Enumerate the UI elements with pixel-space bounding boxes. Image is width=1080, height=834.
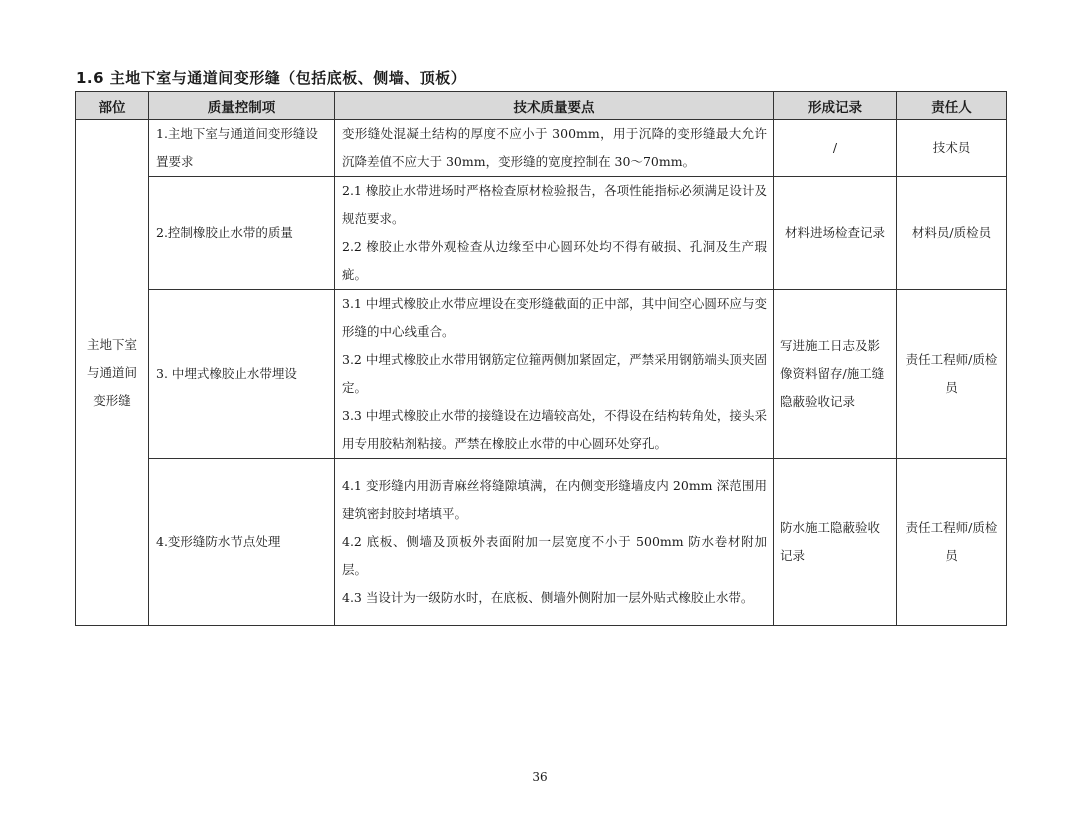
table-row xyxy=(76,120,1007,177)
page-number: 36 xyxy=(532,770,548,784)
record-cell: 材料进场检查记录 xyxy=(774,177,897,290)
header-technical-points: 技术质量要点 xyxy=(335,92,774,120)
control-item-cell: 3. 中埋式橡胶止水带埋设 xyxy=(149,290,335,459)
record-cell: 写进施工日志及影像资料留存/施工缝隐蔽验收记录 xyxy=(774,290,897,459)
responsible-cell: 责任工程师/质检员 xyxy=(897,290,1007,459)
requirement-text: 4.3 当设计为一级防水时，在底板、侧墙外侧附加一层外贴式橡胶止水带。 xyxy=(342,590,754,605)
table-row xyxy=(76,459,1007,626)
area-cell: 主地下室与通道间变形缝 xyxy=(76,120,149,626)
record-cell: / xyxy=(774,120,897,177)
requirements-cell xyxy=(335,120,774,177)
requirements-cell xyxy=(335,177,774,290)
control-item-cell: 4.变形缝防水节点处理 xyxy=(149,459,335,626)
quality-control-table xyxy=(75,91,1007,626)
section-title: 1.6 主地下室与通道间变形缝（包括底板、侧墙、顶板） xyxy=(76,69,467,87)
requirement-text: 变形缝处混凝土结构的厚度不应小于 300mm，用于沉降的变形缝最大允许沉降差值不应大于 30mm，变形缝的宽度控制在 30～70mm。 xyxy=(342,126,767,169)
table-header-row xyxy=(76,92,1007,120)
header-record: 形成记录 xyxy=(774,92,897,120)
requirement-text: 3.3 中埋式橡胶止水带的接缝设在边墙较高处，不得设在结构转角处，接头采用专用胶粘剂粘接。严禁在橡胶止水带的中心圆环处穿孔。 xyxy=(342,408,767,451)
table-row xyxy=(76,290,1007,459)
responsible-cell: 材料员/质检员 xyxy=(897,177,1007,290)
header-responsible: 责任人 xyxy=(897,92,1007,120)
responsible-cell: 技术员 xyxy=(897,120,1007,177)
requirements-cell xyxy=(335,290,774,459)
requirement-text: 2.2 橡胶止水带外观检查从边缘至中心圆环处均不得有破损、孔洞及生产瑕疵。 xyxy=(342,239,767,282)
requirement-text: 2.1 橡胶止水带进场时严格检查原材检验报告，各项性能指标必须满足设计及规范要求。 xyxy=(342,183,767,226)
requirement-text: 4.1 变形缝内用沥青麻丝将缝隙填满，在内侧变形缝墙皮内 20mm 深范围用建筑密封胶封堵填平。 xyxy=(342,478,767,521)
requirement-text: 3.1 中埋式橡胶止水带应埋设在变形缝截面的正中部，其中间空心圆环应与变形缝的中心线重合。 xyxy=(342,296,767,339)
table-row xyxy=(76,177,1007,290)
record-cell: 防水施工隐蔽验收记录 xyxy=(774,459,897,626)
header-control-item: 质量控制项 xyxy=(149,92,335,120)
header-area: 部位 xyxy=(76,92,149,120)
control-item-cell: 1.主地下室与通道间变形缝设置要求 xyxy=(149,120,335,177)
responsible-cell: 责任工程师/质检员 xyxy=(897,459,1007,626)
control-item-cell: 2.控制橡胶止水带的质量 xyxy=(149,177,335,290)
requirement-text: 4.2 底板、侧墙及顶板外表面附加一层宽度不小于 500mm 防水卷材附加层。 xyxy=(342,534,767,577)
requirement-text: 3.2 中埋式橡胶止水带用钢筋定位箍两侧加紧固定，严禁采用钢筋端头顶夹固定。 xyxy=(342,352,767,395)
requirements-cell xyxy=(335,459,774,626)
